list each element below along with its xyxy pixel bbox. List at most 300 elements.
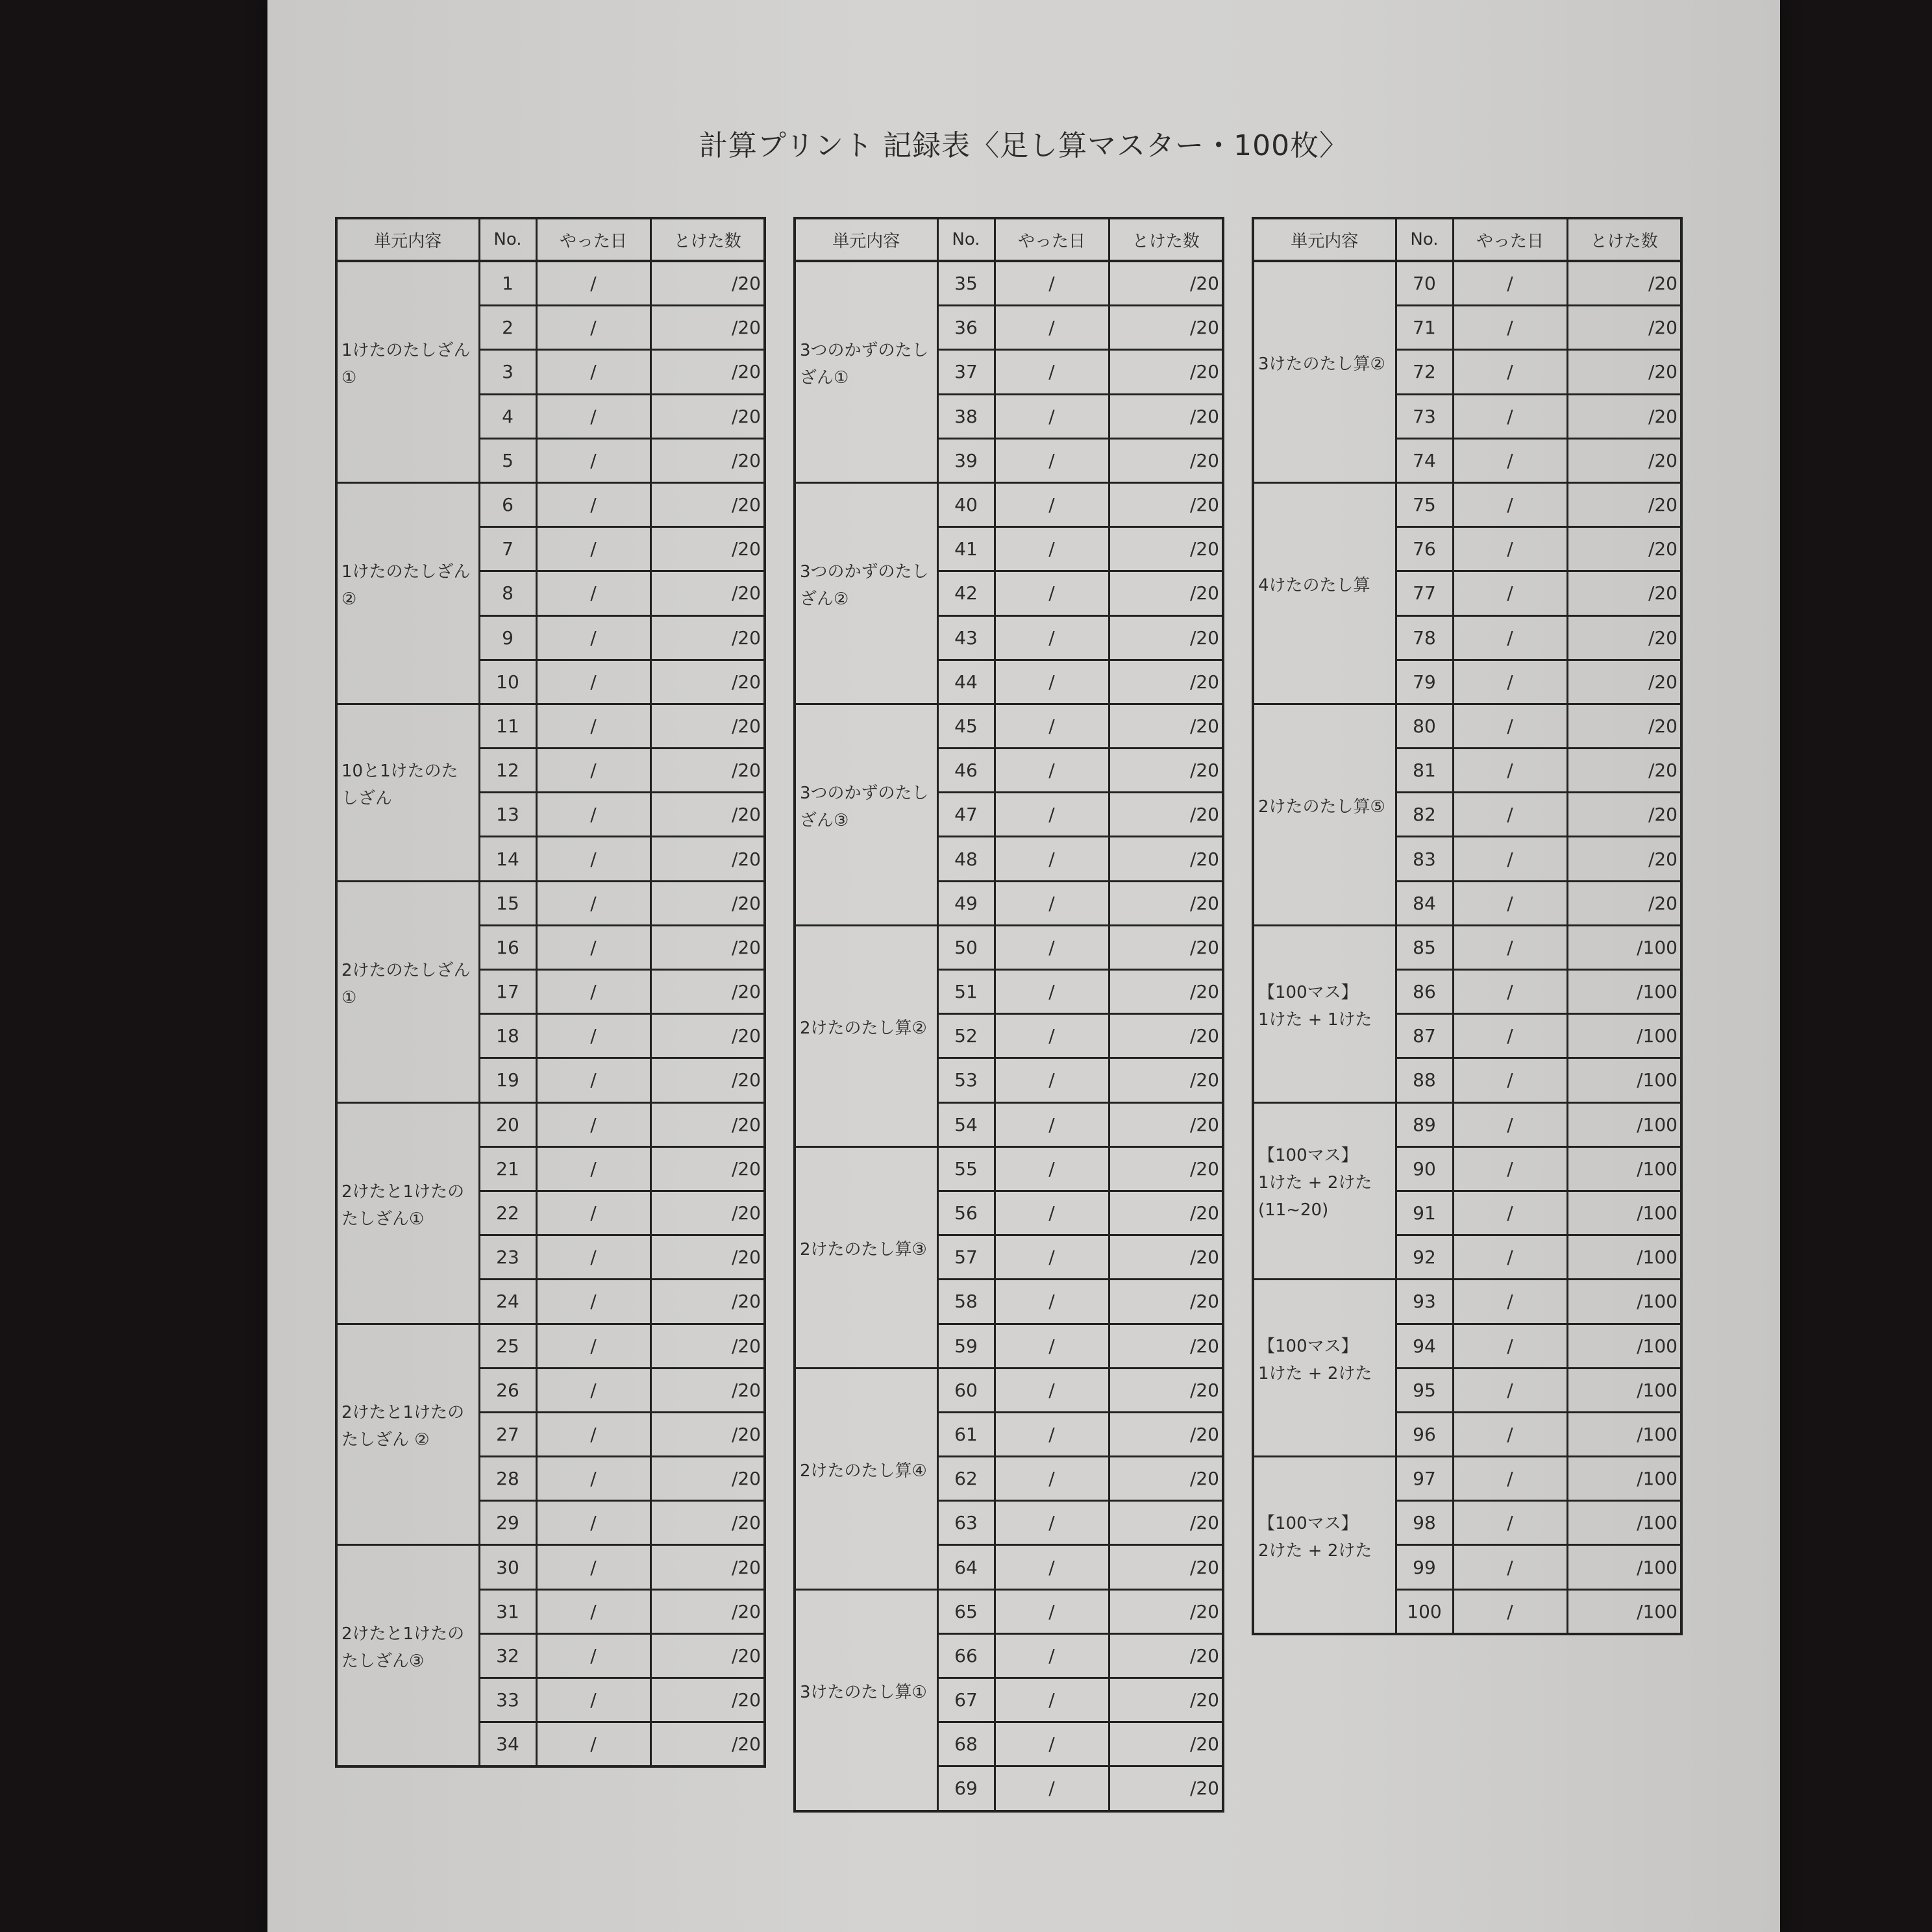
score-field[interactable]: /100 <box>1567 970 1681 1014</box>
unit-name: 3つのかずのたしざん① <box>795 261 937 482</box>
row-number: 70 <box>1396 261 1453 306</box>
row-number: 23 <box>479 1235 536 1280</box>
date-field[interactable]: / <box>1453 1457 1567 1501</box>
score-field[interactable]: /20 <box>1109 749 1223 793</box>
score-field[interactable]: /20 <box>650 1146 765 1191</box>
row-number: 3 <box>479 350 536 394</box>
date-field[interactable]: / <box>995 615 1109 660</box>
table-row <box>1253 261 1681 306</box>
score-field[interactable]: /20 <box>650 1633 765 1678</box>
table-row <box>795 261 1223 306</box>
score-field[interactable]: /20 <box>650 925 765 969</box>
table-row <box>336 482 765 526</box>
date-field[interactable]: / <box>995 1102 1109 1146</box>
date-field[interactable]: / <box>995 1058 1109 1102</box>
score-field[interactable]: /100 <box>1567 1102 1681 1146</box>
row-number: 14 <box>479 837 536 881</box>
score-field[interactable]: /100 <box>1567 1412 1681 1456</box>
date-field[interactable]: / <box>1453 1235 1567 1280</box>
score-field[interactable]: /20 <box>1109 1191 1223 1235</box>
row-number: 80 <box>1396 704 1453 748</box>
score-field[interactable]: /100 <box>1567 1324 1681 1368</box>
date-field[interactable]: / <box>536 1501 650 1545</box>
date-field[interactable]: / <box>1453 261 1567 306</box>
row-number: 58 <box>937 1280 995 1324</box>
score-field[interactable]: /20 <box>1109 1501 1223 1545</box>
row-number: 34 <box>479 1722 536 1767</box>
score-field[interactable]: /20 <box>1109 1058 1223 1102</box>
score-field[interactable]: /20 <box>650 660 765 704</box>
date-field[interactable]: / <box>1453 615 1567 660</box>
score-field[interactable]: /20 <box>1567 571 1681 615</box>
row-number: 4 <box>479 394 536 438</box>
date-field[interactable]: / <box>536 350 650 394</box>
score-field[interactable]: /20 <box>650 704 765 748</box>
date-field[interactable]: / <box>536 1412 650 1456</box>
date-field[interactable]: / <box>995 1633 1109 1678</box>
date-field[interactable]: / <box>1453 1589 1567 1634</box>
row-number: 99 <box>1396 1545 1453 1589</box>
date-field[interactable]: / <box>536 1678 650 1722</box>
unit-name: 2けたのたし算④ <box>795 1368 937 1589</box>
score-field[interactable]: /100 <box>1567 1014 1681 1058</box>
score-field[interactable]: /20 <box>1109 1102 1223 1146</box>
score-field[interactable]: /20 <box>1109 925 1223 969</box>
row-number: 57 <box>937 1235 995 1280</box>
date-field[interactable]: / <box>995 527 1109 571</box>
header-no: No. <box>479 218 536 261</box>
row-number: 78 <box>1396 615 1453 660</box>
date-field[interactable]: / <box>536 1280 650 1324</box>
date-field[interactable]: / <box>536 306 650 350</box>
score-field[interactable]: /20 <box>650 1589 765 1633</box>
score-field[interactable]: /20 <box>650 482 765 526</box>
row-number: 36 <box>937 306 995 350</box>
row-number: 77 <box>1396 571 1453 615</box>
row-number: 8 <box>479 571 536 615</box>
score-field[interactable]: /100 <box>1567 1589 1681 1634</box>
date-field[interactable]: / <box>995 793 1109 837</box>
row-number: 87 <box>1396 1014 1453 1058</box>
score-field[interactable]: /20 <box>1109 527 1223 571</box>
date-field[interactable]: / <box>995 1501 1109 1545</box>
date-field[interactable]: / <box>995 1766 1109 1811</box>
date-field[interactable]: / <box>1453 881 1567 925</box>
date-field[interactable]: / <box>536 660 650 704</box>
score-field[interactable]: /20 <box>650 438 765 482</box>
unit-name: 【100マス】 1けた + 2けた <box>1253 1280 1396 1457</box>
row-number: 45 <box>937 704 995 748</box>
date-field[interactable]: / <box>1453 394 1567 438</box>
date-field[interactable]: / <box>995 438 1109 482</box>
row-number: 51 <box>937 970 995 1014</box>
score-field[interactable]: /20 <box>650 1191 765 1235</box>
row-number: 86 <box>1396 970 1453 1014</box>
row-number: 76 <box>1396 527 1453 571</box>
score-field[interactable]: /20 <box>1567 527 1681 571</box>
table-row <box>795 925 1223 969</box>
table-row <box>795 482 1223 526</box>
score-field[interactable]: /20 <box>650 1412 765 1456</box>
date-field[interactable]: / <box>1453 1058 1567 1102</box>
row-number: 9 <box>479 615 536 660</box>
date-field[interactable]: / <box>995 1589 1109 1633</box>
row-number: 56 <box>937 1191 995 1235</box>
date-field[interactable]: / <box>995 482 1109 526</box>
date-field[interactable]: / <box>1453 749 1567 793</box>
row-number: 66 <box>937 1633 995 1678</box>
date-field[interactable]: / <box>1453 1102 1567 1146</box>
header-unit: 単元内容 <box>1253 218 1396 261</box>
row-number: 47 <box>937 793 995 837</box>
score-field[interactable]: /20 <box>1109 1412 1223 1456</box>
date-field[interactable]: / <box>536 1191 650 1235</box>
date-field[interactable]: / <box>995 837 1109 881</box>
score-field[interactable]: /20 <box>650 1280 765 1324</box>
row-number: 55 <box>937 1146 995 1191</box>
date-field[interactable]: / <box>1453 306 1567 350</box>
score-field[interactable]: /100 <box>1567 1235 1681 1280</box>
date-field[interactable]: / <box>995 1280 1109 1324</box>
date-field[interactable]: / <box>1453 1368 1567 1412</box>
date-field[interactable]: / <box>536 261 650 306</box>
header-score: とけた数 <box>1567 218 1681 261</box>
row-number: 40 <box>937 482 995 526</box>
row-number: 7 <box>479 527 536 571</box>
date-field[interactable]: / <box>995 571 1109 615</box>
score-field[interactable]: /20 <box>650 881 765 925</box>
unit-name: 【100マス】 1けた + 2けた (11~20) <box>1253 1102 1396 1280</box>
score-field[interactable]: /20 <box>1109 1014 1223 1058</box>
date-field[interactable]: / <box>995 704 1109 748</box>
score-field[interactable]: /20 <box>650 571 765 615</box>
score-field[interactable]: /20 <box>650 1678 765 1722</box>
date-field[interactable]: / <box>1453 1146 1567 1191</box>
date-field[interactable]: / <box>1453 1412 1567 1456</box>
header-score: とけた数 <box>1109 218 1223 261</box>
score-field[interactable]: /20 <box>650 970 765 1014</box>
row-number: 20 <box>479 1102 536 1146</box>
row-number: 30 <box>479 1545 536 1589</box>
date-field[interactable]: / <box>1453 1014 1567 1058</box>
date-field[interactable]: / <box>536 837 650 881</box>
row-number: 60 <box>937 1368 995 1412</box>
table-row <box>1253 1102 1681 1146</box>
date-field[interactable]: / <box>536 970 650 1014</box>
date-field[interactable]: / <box>1453 660 1567 704</box>
date-field[interactable]: / <box>1453 1280 1567 1324</box>
score-field[interactable]: /20 <box>1109 881 1223 925</box>
score-field[interactable]: /20 <box>650 261 765 306</box>
score-field[interactable]: /20 <box>650 615 765 660</box>
date-field[interactable]: / <box>995 394 1109 438</box>
score-field[interactable]: /20 <box>650 1457 765 1501</box>
row-number: 61 <box>937 1412 995 1456</box>
score-field[interactable]: /20 <box>1109 1280 1223 1324</box>
row-number: 18 <box>479 1014 536 1058</box>
row-number: 91 <box>1396 1191 1453 1235</box>
score-field[interactable]: /20 <box>650 306 765 350</box>
date-field[interactable]: / <box>536 925 650 969</box>
date-field[interactable]: / <box>1453 837 1567 881</box>
date-field[interactable]: / <box>1453 571 1567 615</box>
score-field[interactable]: /20 <box>1109 482 1223 526</box>
score-field[interactable]: /20 <box>1109 1146 1223 1191</box>
date-field[interactable]: / <box>995 1412 1109 1456</box>
score-field[interactable]: /20 <box>1109 350 1223 394</box>
date-field[interactable]: / <box>536 1146 650 1191</box>
table-row <box>795 704 1223 748</box>
date-field[interactable]: / <box>1453 1191 1567 1235</box>
date-field[interactable]: / <box>536 1722 650 1767</box>
unit-name: 2けたのたし算② <box>795 925 937 1146</box>
score-field[interactable]: /20 <box>1567 306 1681 350</box>
date-field[interactable]: / <box>1453 482 1567 526</box>
date-field[interactable]: / <box>995 1014 1109 1058</box>
date-field[interactable]: / <box>1453 350 1567 394</box>
date-field[interactable]: / <box>995 306 1109 350</box>
date-field[interactable]: / <box>1453 970 1567 1014</box>
date-field[interactable]: / <box>536 704 650 748</box>
row-number: 89 <box>1396 1102 1453 1146</box>
date-field[interactable]: / <box>536 749 650 793</box>
unit-name: 2けたのたしざん① <box>336 881 479 1102</box>
row-number: 98 <box>1396 1501 1453 1545</box>
score-field[interactable]: /20 <box>1109 1633 1223 1678</box>
date-field[interactable]: / <box>536 438 650 482</box>
date-field[interactable]: / <box>536 571 650 615</box>
row-number: 95 <box>1396 1368 1453 1412</box>
row-number: 50 <box>937 925 995 969</box>
row-number: 13 <box>479 793 536 837</box>
score-field[interactable]: /100 <box>1567 1191 1681 1235</box>
score-field[interactable]: /20 <box>1109 1766 1223 1811</box>
date-field[interactable]: / <box>995 1146 1109 1191</box>
unit-name: 2けたと1けたのたしざん ② <box>336 1324 479 1545</box>
score-field[interactable]: /20 <box>1109 571 1223 615</box>
score-field[interactable]: /20 <box>1567 438 1681 482</box>
unit-name: 4けたのたし算 <box>1253 482 1396 704</box>
score-field[interactable]: /20 <box>1567 394 1681 438</box>
score-field[interactable]: /100 <box>1567 1501 1681 1545</box>
score-field[interactable]: /20 <box>1567 615 1681 660</box>
score-field[interactable]: /100 <box>1567 1457 1681 1501</box>
score-field[interactable]: /100 <box>1567 1280 1681 1324</box>
row-number: 15 <box>479 881 536 925</box>
row-number: 68 <box>937 1722 995 1766</box>
date-field[interactable]: / <box>995 1191 1109 1235</box>
date-field[interactable]: / <box>536 482 650 526</box>
date-field[interactable]: / <box>995 1678 1109 1722</box>
row-number: 32 <box>479 1633 536 1678</box>
row-number: 42 <box>937 571 995 615</box>
score-field[interactable]: /20 <box>1109 704 1223 748</box>
date-field[interactable]: / <box>536 1324 650 1368</box>
unit-name: 2けたのたし算⑤ <box>1253 704 1396 925</box>
date-field[interactable]: / <box>536 394 650 438</box>
row-number: 75 <box>1396 482 1453 526</box>
row-number: 62 <box>937 1457 995 1501</box>
score-field[interactable]: /20 <box>650 793 765 837</box>
date-field[interactable]: / <box>995 1324 1109 1368</box>
unit-name: 【100マス】 1けた + 1けた <box>1253 925 1396 1102</box>
score-field[interactable]: /20 <box>1567 350 1681 394</box>
score-field[interactable]: /20 <box>650 1324 765 1368</box>
record-table-left <box>335 217 766 1768</box>
date-field[interactable]: / <box>995 881 1109 925</box>
date-field[interactable]: / <box>536 527 650 571</box>
score-field[interactable]: /100 <box>1567 1146 1681 1191</box>
score-field[interactable]: /20 <box>1109 615 1223 660</box>
score-field[interactable]: /20 <box>650 1545 765 1589</box>
score-field[interactable]: /20 <box>1567 261 1681 306</box>
date-field[interactable]: / <box>536 1368 650 1412</box>
score-field[interactable]: /20 <box>1567 749 1681 793</box>
date-field[interactable]: / <box>995 749 1109 793</box>
unit-name: 1けたのたしざん② <box>336 482 479 704</box>
score-field[interactable]: /20 <box>1109 438 1223 482</box>
date-field[interactable]: / <box>995 261 1109 306</box>
row-number: 12 <box>479 749 536 793</box>
header-row <box>336 218 765 261</box>
row-number: 54 <box>937 1102 995 1146</box>
record-table-right <box>1252 217 1683 1635</box>
score-field[interactable]: /20 <box>650 1102 765 1146</box>
row-number: 83 <box>1396 837 1453 881</box>
date-field[interactable]: / <box>995 1457 1109 1501</box>
score-field[interactable]: /20 <box>1109 1457 1223 1501</box>
date-field[interactable]: / <box>536 1058 650 1102</box>
score-field[interactable]: /20 <box>1109 1545 1223 1589</box>
date-field[interactable]: / <box>1453 793 1567 837</box>
score-field[interactable]: /20 <box>650 527 765 571</box>
date-field[interactable]: / <box>536 881 650 925</box>
date-field[interactable]: / <box>995 1545 1109 1589</box>
date-field[interactable]: / <box>536 1457 650 1501</box>
date-field[interactable]: / <box>1453 1545 1567 1589</box>
score-field[interactable]: /20 <box>1109 1589 1223 1633</box>
date-field[interactable]: / <box>536 793 650 837</box>
score-field[interactable]: /20 <box>650 1058 765 1102</box>
date-field[interactable]: / <box>1453 1501 1567 1545</box>
row-number: 52 <box>937 1014 995 1058</box>
score-field[interactable]: /20 <box>1109 793 1223 837</box>
row-number: 43 <box>937 615 995 660</box>
score-field[interactable]: /20 <box>1109 261 1223 306</box>
row-number: 41 <box>937 527 995 571</box>
score-field[interactable]: /20 <box>1109 1368 1223 1412</box>
score-field[interactable]: /100 <box>1567 1368 1681 1412</box>
score-field[interactable]: /20 <box>1567 482 1681 526</box>
score-field[interactable]: /20 <box>1109 1235 1223 1280</box>
table-row <box>795 1589 1223 1633</box>
row-number: 6 <box>479 482 536 526</box>
row-number: 38 <box>937 394 995 438</box>
table-row <box>1253 925 1681 969</box>
date-field[interactable]: / <box>536 615 650 660</box>
date-field[interactable]: / <box>536 1545 650 1589</box>
row-number: 22 <box>479 1191 536 1235</box>
date-field[interactable]: / <box>536 1014 650 1058</box>
date-field[interactable]: / <box>995 1235 1109 1280</box>
score-field[interactable]: /20 <box>1109 1722 1223 1766</box>
score-field[interactable]: /20 <box>1567 837 1681 881</box>
score-field[interactable]: /20 <box>1567 660 1681 704</box>
header-date: やった日 <box>1453 218 1567 261</box>
row-number: 85 <box>1396 925 1453 969</box>
date-field[interactable]: / <box>995 660 1109 704</box>
date-field[interactable]: / <box>1453 925 1567 969</box>
date-field[interactable]: / <box>536 1235 650 1280</box>
row-number: 69 <box>937 1766 995 1811</box>
score-field[interactable]: /20 <box>650 1722 765 1767</box>
score-field[interactable]: /20 <box>650 749 765 793</box>
table-row <box>336 704 765 748</box>
score-field[interactable]: /20 <box>650 350 765 394</box>
row-number: 29 <box>479 1501 536 1545</box>
score-field[interactable]: /20 <box>1109 1678 1223 1722</box>
score-field[interactable]: /100 <box>1567 1058 1681 1102</box>
table-row <box>336 1324 765 1368</box>
row-number: 64 <box>937 1545 995 1589</box>
score-field[interactable]: /20 <box>1567 881 1681 925</box>
score-field[interactable]: /20 <box>650 394 765 438</box>
row-number: 46 <box>937 749 995 793</box>
row-number: 11 <box>479 704 536 748</box>
row-number: 59 <box>937 1324 995 1368</box>
date-field[interactable]: / <box>995 970 1109 1014</box>
score-field[interactable]: /20 <box>1567 793 1681 837</box>
date-field[interactable]: / <box>1453 704 1567 748</box>
date-field[interactable]: / <box>995 925 1109 969</box>
score-field[interactable]: /100 <box>1567 1545 1681 1589</box>
date-field[interactable]: / <box>1453 1324 1567 1368</box>
date-field[interactable]: / <box>536 1102 650 1146</box>
date-field[interactable]: / <box>1453 438 1567 482</box>
unit-name: 1けたのたしざん① <box>336 261 479 482</box>
date-field[interactable]: / <box>995 350 1109 394</box>
score-field[interactable]: /20 <box>1109 306 1223 350</box>
score-field[interactable]: /20 <box>1109 1324 1223 1368</box>
score-field[interactable]: /20 <box>1567 704 1681 748</box>
unit-name: 3つのかずのたしざん③ <box>795 704 937 925</box>
table-row <box>795 1146 1223 1191</box>
date-field[interactable]: / <box>995 1722 1109 1766</box>
header-unit: 単元内容 <box>795 218 937 261</box>
score-field[interactable]: /20 <box>1109 970 1223 1014</box>
score-field[interactable]: /20 <box>650 1235 765 1280</box>
row-number: 63 <box>937 1501 995 1545</box>
date-field[interactable]: / <box>536 1633 650 1678</box>
table-row <box>795 1368 1223 1412</box>
row-number: 31 <box>479 1589 536 1633</box>
date-field[interactable]: / <box>1453 527 1567 571</box>
header-unit: 単元内容 <box>336 218 479 261</box>
date-field[interactable]: / <box>536 1589 650 1633</box>
header-row <box>1253 218 1681 261</box>
score-field[interactable]: /20 <box>1109 660 1223 704</box>
score-field[interactable]: /100 <box>1567 925 1681 969</box>
score-field[interactable]: /20 <box>1109 837 1223 881</box>
row-number: 44 <box>937 660 995 704</box>
score-field[interactable]: /20 <box>650 1501 765 1545</box>
score-field[interactable]: /20 <box>650 1014 765 1058</box>
score-field[interactable]: /20 <box>1109 394 1223 438</box>
table-row <box>1253 1280 1681 1324</box>
score-field[interactable]: /20 <box>650 1368 765 1412</box>
date-field[interactable]: / <box>995 1368 1109 1412</box>
score-field[interactable]: /20 <box>650 837 765 881</box>
